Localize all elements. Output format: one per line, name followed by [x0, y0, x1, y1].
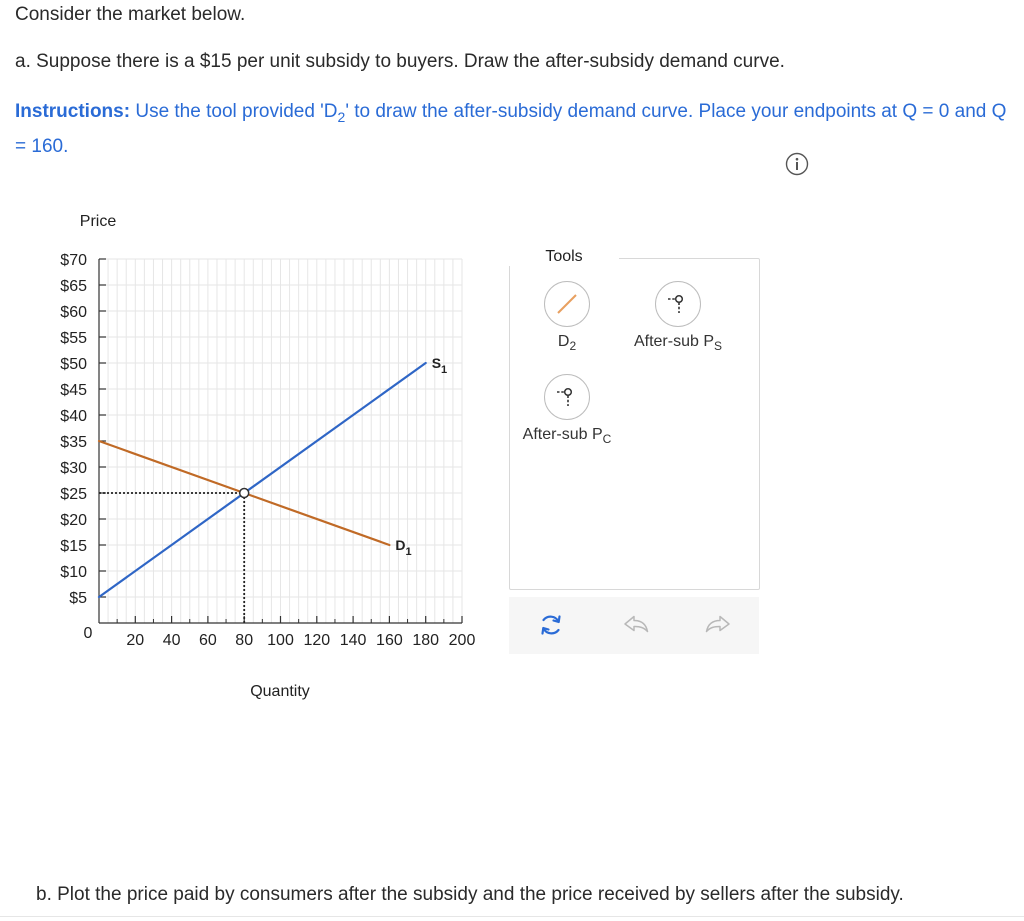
tool-after-sub-ps-label: [623, 333, 733, 353]
y-tick-label: $45: [60, 382, 87, 399]
x-tick-label: 100: [267, 632, 294, 649]
point-drop-icon: [656, 282, 700, 326]
tool-after-sub-pc-label-sub: C: [602, 432, 612, 447]
y-tick-label: $10: [60, 564, 87, 581]
tools-title: [509, 248, 619, 266]
x-tick-label: 80: [235, 632, 254, 649]
origin-label: 0: [83, 625, 93, 642]
y-tick-labels: [60, 252, 87, 607]
tool-d2-button[interactable]: [544, 281, 590, 327]
point-drop-icon: [545, 375, 589, 419]
instructions-sub: 2: [337, 108, 346, 125]
tool-after-sub-pc-label: [512, 426, 622, 446]
tool-after-sub-pc-button[interactable]: [544, 374, 590, 420]
y-tick-label: $50: [60, 356, 87, 373]
tool-after-sub-ps-label-sub: S: [714, 339, 723, 354]
tool-after-sub-pc-label-main: After-sub P: [522, 426, 603, 443]
x-tick-label: 180: [412, 632, 440, 649]
s-curve-label-main: S: [431, 355, 442, 371]
d-curve-label-sub: 1: [405, 546, 412, 558]
x-tick-label: 60: [199, 632, 217, 649]
y-tick-label: $55: [60, 330, 87, 347]
y-tick-label: $35: [60, 434, 87, 451]
y-axis-label: Price: [79, 213, 117, 230]
y-tick-label: $25: [60, 486, 87, 503]
equilibrium-point[interactable]: [240, 489, 249, 498]
tool-d2-label: [512, 333, 622, 353]
action-bar: [509, 597, 759, 654]
y-tick-label: $15: [60, 538, 87, 555]
y-tick-label: $40: [60, 408, 87, 425]
grid: [99, 259, 462, 623]
tool-d2-label-sub: 2: [569, 339, 577, 354]
series-labels: [395, 355, 447, 558]
x-tick-label: 140: [339, 632, 367, 649]
x-tick-label: 160: [376, 632, 403, 649]
x-tick-label: 40: [162, 632, 181, 649]
question-part-b: b. Plot the price paid by consumers after the subsidy and the price received by sellers after the subsidy.: [36, 884, 904, 905]
instructions-text-2: ' to draw the after-subsidy demand curve. Place your endpoints at Q = 0 and Q = 160.: [15, 101, 1007, 157]
question-part-a: a. Suppose there is a $15 per unit subsidy to buyers. Draw the after-subsidy demand curve.: [15, 51, 785, 72]
y-tick-label: $30: [60, 460, 87, 477]
tool-after-sub-ps[interactable]: [623, 281, 733, 353]
x-axis-label: Quantity: [250, 683, 310, 700]
line-tool-icon: [545, 282, 589, 326]
redo-icon[interactable]: [701, 608, 735, 642]
tool-d2[interactable]: [512, 281, 622, 353]
x-tick-label: 120: [303, 632, 331, 649]
tool-d2-label-main: D: [557, 333, 570, 350]
s-curve-label-sub: 1: [441, 364, 448, 376]
y-tick-label: $60: [60, 304, 87, 321]
divider: [0, 916, 1024, 917]
s-curve-label: [432, 355, 447, 376]
instructions-text-1: Use the tool provided 'D: [130, 101, 338, 122]
y-tick-label: $65: [60, 278, 87, 295]
tools-title-text: Tools: [541, 248, 586, 265]
undo-icon[interactable]: [619, 608, 653, 642]
x-tick-labels: [126, 632, 475, 649]
x-tick-label: 20: [126, 632, 145, 649]
tool-after-sub-ps-button[interactable]: [655, 281, 701, 327]
tool-after-sub-ps-label-main: After-sub P: [633, 333, 714, 350]
tool-after-sub-pc[interactable]: [512, 374, 622, 446]
y-tick-label: $5: [69, 590, 87, 607]
market-chart[interactable]: [0, 200, 500, 710]
y-tick-label: $70: [60, 252, 87, 269]
y-tick-label: $20: [60, 512, 87, 529]
d-curve-label-main: D: [395, 537, 406, 553]
info-icon[interactable]: [785, 152, 809, 176]
instructions-label: Instructions:: [15, 101, 131, 122]
d-curve-label: [395, 537, 411, 558]
reset-icon[interactable]: [534, 608, 568, 642]
instructions: [15, 97, 1015, 161]
intro-text: Consider the market below.: [15, 4, 246, 25]
x-tick-label: 200: [448, 632, 476, 649]
